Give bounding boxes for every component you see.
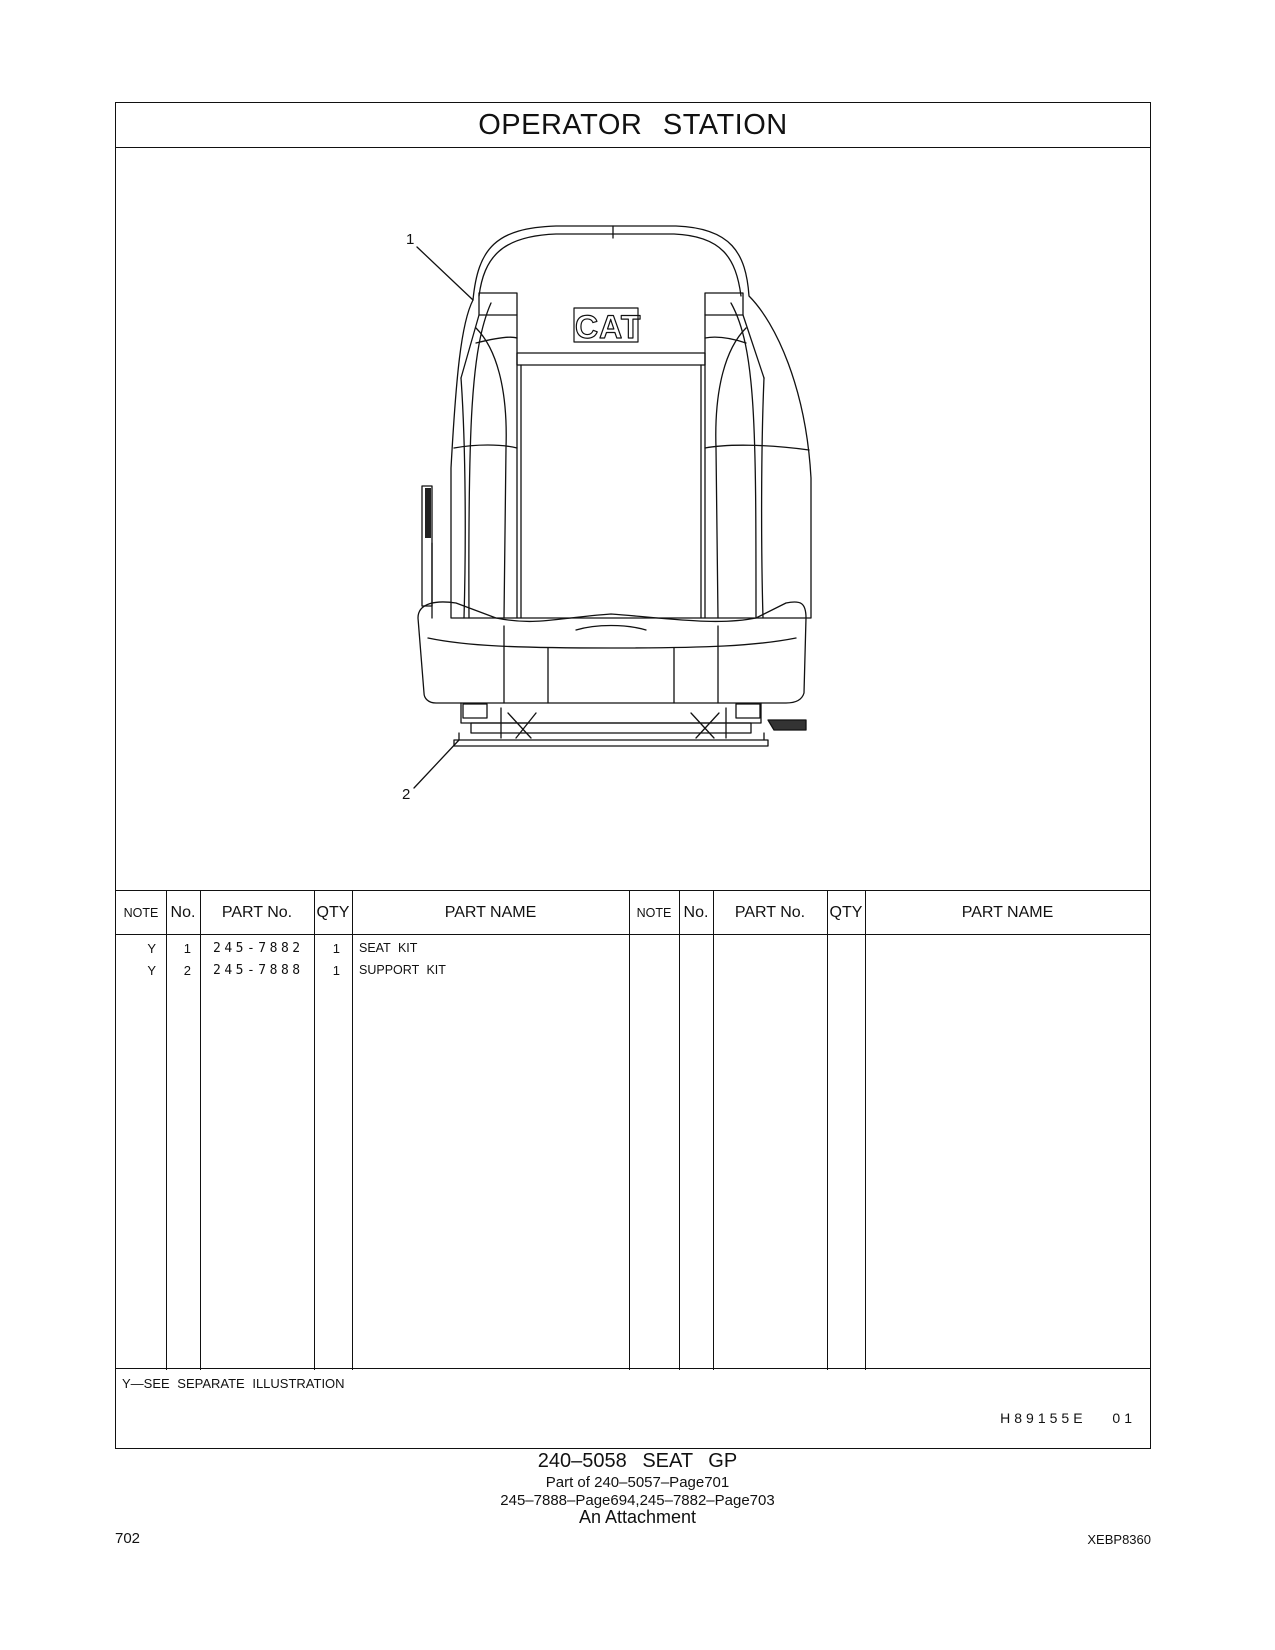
col-rule: [679, 890, 680, 1370]
page-number: 702: [115, 1530, 141, 1547]
document-id: XEBP8360: [1087, 1532, 1151, 1547]
col-note-right: NOTE: [636, 905, 672, 920]
col-rule: [713, 890, 714, 1370]
table-row: [116, 941, 629, 963]
callout-2: 2: [402, 786, 411, 803]
col-part-name-right: PART NAME: [961, 903, 1054, 921]
row-part-no: 245-7888: [213, 963, 304, 978]
note-legend: Y—SEE SEPARATE ILLUSTRATION: [122, 1376, 345, 1391]
row-no: 1: [183, 941, 191, 956]
col-rule: [827, 890, 828, 1370]
col-part-no: PART No.: [221, 903, 293, 921]
row-qty: 1: [332, 963, 340, 978]
col-rule-center: [629, 890, 630, 1370]
row-part-name: SEAT KIT: [359, 941, 418, 955]
row-part-name: SUPPORT KIT: [359, 963, 446, 977]
col-qty: QTY: [316, 903, 350, 921]
page-references: 245–7888–Page694,245–7882–Page703: [500, 1492, 775, 1509]
col-part-no-right: PART No.: [734, 903, 806, 921]
row-note: Y: [147, 963, 156, 978]
svg-text:CAT: CAT: [575, 309, 642, 345]
seat-illustration: [116, 148, 1150, 890]
parts-table-header: [116, 890, 1150, 935]
col-note: NOTE: [123, 905, 159, 920]
callout-1: 1: [406, 231, 415, 248]
col-qty-right: QTY: [829, 903, 863, 921]
table-row: [116, 963, 629, 985]
section-title: OPERATOR STATION: [116, 103, 1150, 148]
parts-page-frame: [115, 102, 1151, 1449]
legend-divider: [116, 1368, 1150, 1369]
row-note: Y: [147, 941, 156, 956]
group-title: 240–5058 SEAT GP: [537, 1450, 738, 1472]
illustration-code: H89155E 01: [1000, 1410, 1136, 1426]
attachment-label: An Attachment: [578, 1507, 697, 1527]
col-rule: [865, 890, 866, 1370]
col-part-name: PART NAME: [444, 903, 537, 921]
row-no: 2: [183, 963, 191, 978]
row-part-no: 245-7882: [213, 941, 304, 956]
cat-logo: [574, 308, 641, 345]
row-qty: 1: [332, 941, 340, 956]
col-no: No.: [170, 903, 196, 921]
col-no-right: No.: [683, 903, 709, 921]
part-of-reference: Part of 240–5057–Page701: [545, 1474, 730, 1491]
